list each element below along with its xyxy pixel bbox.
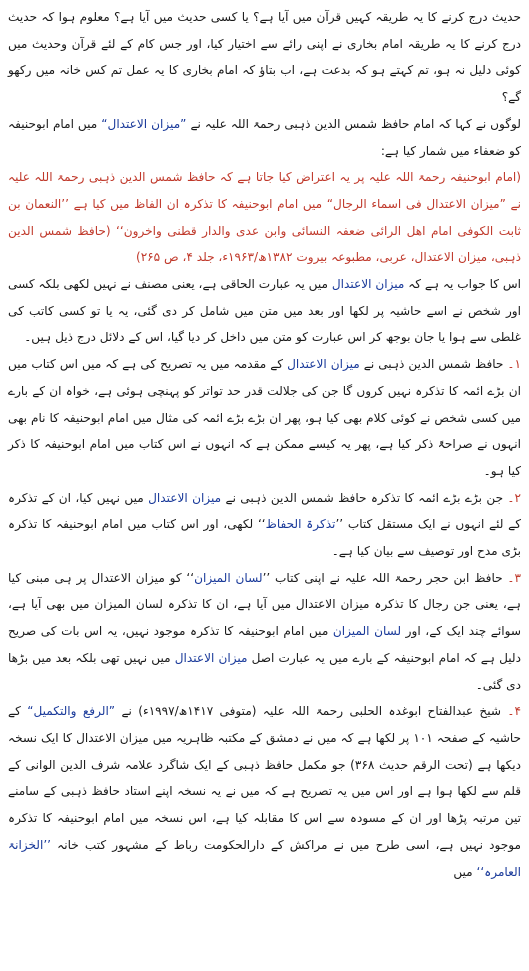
book-title-mizan: میزان الاعتدال (148, 490, 222, 505)
book-title-mizan: میزان الاعتدال (174, 650, 248, 665)
paragraph-point-4 (8, 698, 521, 885)
paragraph-objection-quote (8, 164, 521, 271)
book-title-tadhkira: تذکرۃ الحفاظ (265, 517, 336, 532)
text-segment: میں امام ابوحنیفہ کو ضعفاء میں شمار کیا ہے: (8, 116, 521, 158)
text-segment: میں (453, 864, 477, 879)
text-segment: میں یہ عبارت الحاقی ہے، یعنی مصنف نے نہیں لکھی بلکہ کسی اور شخص نے اسے حاشیہ پر لکھا اور بعد میں متن میں شامل کر دی گئی، یہ یا تو کسی کاتب کی غلطی سے ہوا یا جان بوجھ کر اس عبارت کو متن میں داخل کر دیا گیا، اس کے دلائل درج ذیل ہیں۔ (8, 277, 521, 345)
paragraph-intro-question (8, 4, 521, 111)
book-title-mizan: ”میزان الاعتدال“ (101, 116, 187, 131)
point-number: ۱۔ (507, 357, 521, 372)
quote-text: (امام ابوحنیفہ رحمۃ اللہ علیہ پر یہ اعتراض کیا جاتا ہے کہ حافظ شمس الدین ذہبی رحمۃ اللہ علیہ نے ”میزان الاعتدال فی اسماء الرجال“ میں امام ابوحنیفہ کا تذکرہ ان الفاظ میں کیا ہے ’’النعمان بن ثابت الکوفی امام اھل الرائی ضعفہ النسائی وابن عدی والدار قطنی واخرون‘‘ (حافظ شمس الدین ذہبی، میزان الاعتدال، عربی، مطبوعہ بیروت ۱۳۸۲ھ/۱۹۶۳ء، جلد ۴، ص ۲۶۵) (8, 170, 521, 265)
text-segment: جن بڑے بڑے ائمہ کا تذکرہ حافظ شمس الدین ذہبی نے (221, 490, 508, 505)
text-segment: اس کا جواب یہ ہے کہ (404, 277, 521, 292)
point-number: ۲۔ (507, 490, 521, 505)
point-number: ۴۔ (507, 704, 521, 719)
text-segment: میں امام ابوحنیفہ کا تذکرہ موجود نہیں، یہ اس بات کی صریح دلیل ہے کہ امام ابوحنیفہ کے بارے میں یہ عبارت اصل (8, 624, 521, 665)
book-title-lisan: لسان المیزان (332, 624, 402, 639)
text-segment: میں نہیں کیا، ان کے تذکرہ کے لئے انہوں نے ایک مستقل کتاب ’’ (8, 490, 521, 532)
text-segment: حافظ شمس الدین ذہبی نے (359, 357, 508, 372)
book-title-mizan: میزان الاعتدال (287, 357, 360, 372)
book-title-lisan: لسان المیزان (194, 570, 263, 585)
paragraph-point-3 (8, 565, 521, 699)
paragraph-point-1 (8, 351, 521, 485)
book-title-mizan: میزان الاعتدال (331, 277, 405, 292)
point-number: ۳۔ (507, 570, 522, 585)
text-segment: حدیث درج کرنے کا یہ طریقہ کہیں قرآن میں آیا ہے؟ یا کسی حدیث میں آیا ہے؟ معلوم ہوا کہ حدیث درج کرنے کا یہ طریقہ امام بخاری نے اپنی رائے سے اختیار کیا، اور جس کام کے لئے قرآن وحدیث میں کوئی دلیل نہ ہو، تم کہتے ہو کہ بدعت ہے، اب بتاؤ کہ امام بخاری کا یہ عمل تم کس خانہ میں رکھو گے؟ (8, 10, 521, 105)
text-segment: میں نہیں تھی بلکہ بعد میں بڑھا دی گئی۔ (8, 650, 521, 692)
text-segment: ‘‘ لکھی، اور اس کتاب میں امام ابوحنیفہ کا تذکرہ بڑی مدح اور توصیف سے بیان کیا ہے۔ (8, 517, 521, 559)
paragraph-point-2 (8, 485, 521, 565)
paragraph-answer (8, 271, 521, 351)
text-segment: کے مقدمہ میں یہ تصریح کی ہے کہ میں اس کتاب میں ان بڑے ائمہ کا تذکرہ نہیں کروں گا جن کی جلالت قدر حد تواتر کو پہنچی ہوئی ہے، خواہ ان کے بارے میں کسی شخص نے کوئی کلام بھی کیا ہو، پھر ان بڑے بڑے ائمہ کی مثال میں امام ابوحنیفہ کا نام بھی انہوں نے صراحۃً ذکر کیا ہے، پھر یہ کیسے ممکن ہے کہ انہوں نے اس کتاب میں امام ابوحنیفہ کا ذکر کیا ہو۔ (8, 357, 521, 478)
paragraph-objection-intro (8, 111, 521, 164)
text-segment: کے حاشیہ کے صفحہ ۱۰۱ پر لکھا ہے کہ میں نے دمشق کے مکتبہ ظاہریہ میں میزان الاعتدال کا ایک نسخہ دیکھا ہے (تحت الرقم حدیث ۳۶۸) جو مکمل حافظ ذہبی کے ایک شاگرد علامہ شرف الدین الوانی کے قلم سے لکھا ہوا ہے اور اس میں یہ تصریح ہے کہ میں نے یہ نسخہ اپنے استاد حافظ ذہبی کے سامنے تین مرتبہ پڑھا اور ان کے مسودہ سے اس کا مقابلہ کیا ہے، اس نسخہ میں امام ابوحنیفہ کا تذکرہ موجود نہیں ہے، اسی طرح میں نے مراکش کے دارالحکومت رباط کے مشہور کتب خانہ (8, 704, 521, 852)
text-segment: حافظ ابن حجر رحمۃ اللہ علیہ نے اپنی کتاب ’’ (262, 570, 508, 585)
library-name: ’’الخزانۃ العامرہ‘‘ (8, 837, 521, 879)
text-segment: شیخ عبدالفتاح ابوغدہ الحلبی رحمۃ اللہ علیہ (متوفی ۱۴۱۷ھ/۱۹۹۷ء) نے (115, 704, 508, 719)
text-segment: لوگوں نے کہا کہ امام حافظ شمس الدین ذہبی رحمۃ اللہ علیہ نے (186, 116, 521, 131)
book-title-rafa: ”الرفع والتکمیل“ (27, 704, 116, 719)
text-segment: ‘‘ کو میزان الاعتدال پر ہی مبنی کیا ہے، یعنی جن رجال کا تذکرہ میزان الاعتدال میں آیا ہے، ان کا تذکرہ لسان المیزان میں بھی آیا ہے، سوائے چند ایک کے، اور (8, 570, 521, 639)
